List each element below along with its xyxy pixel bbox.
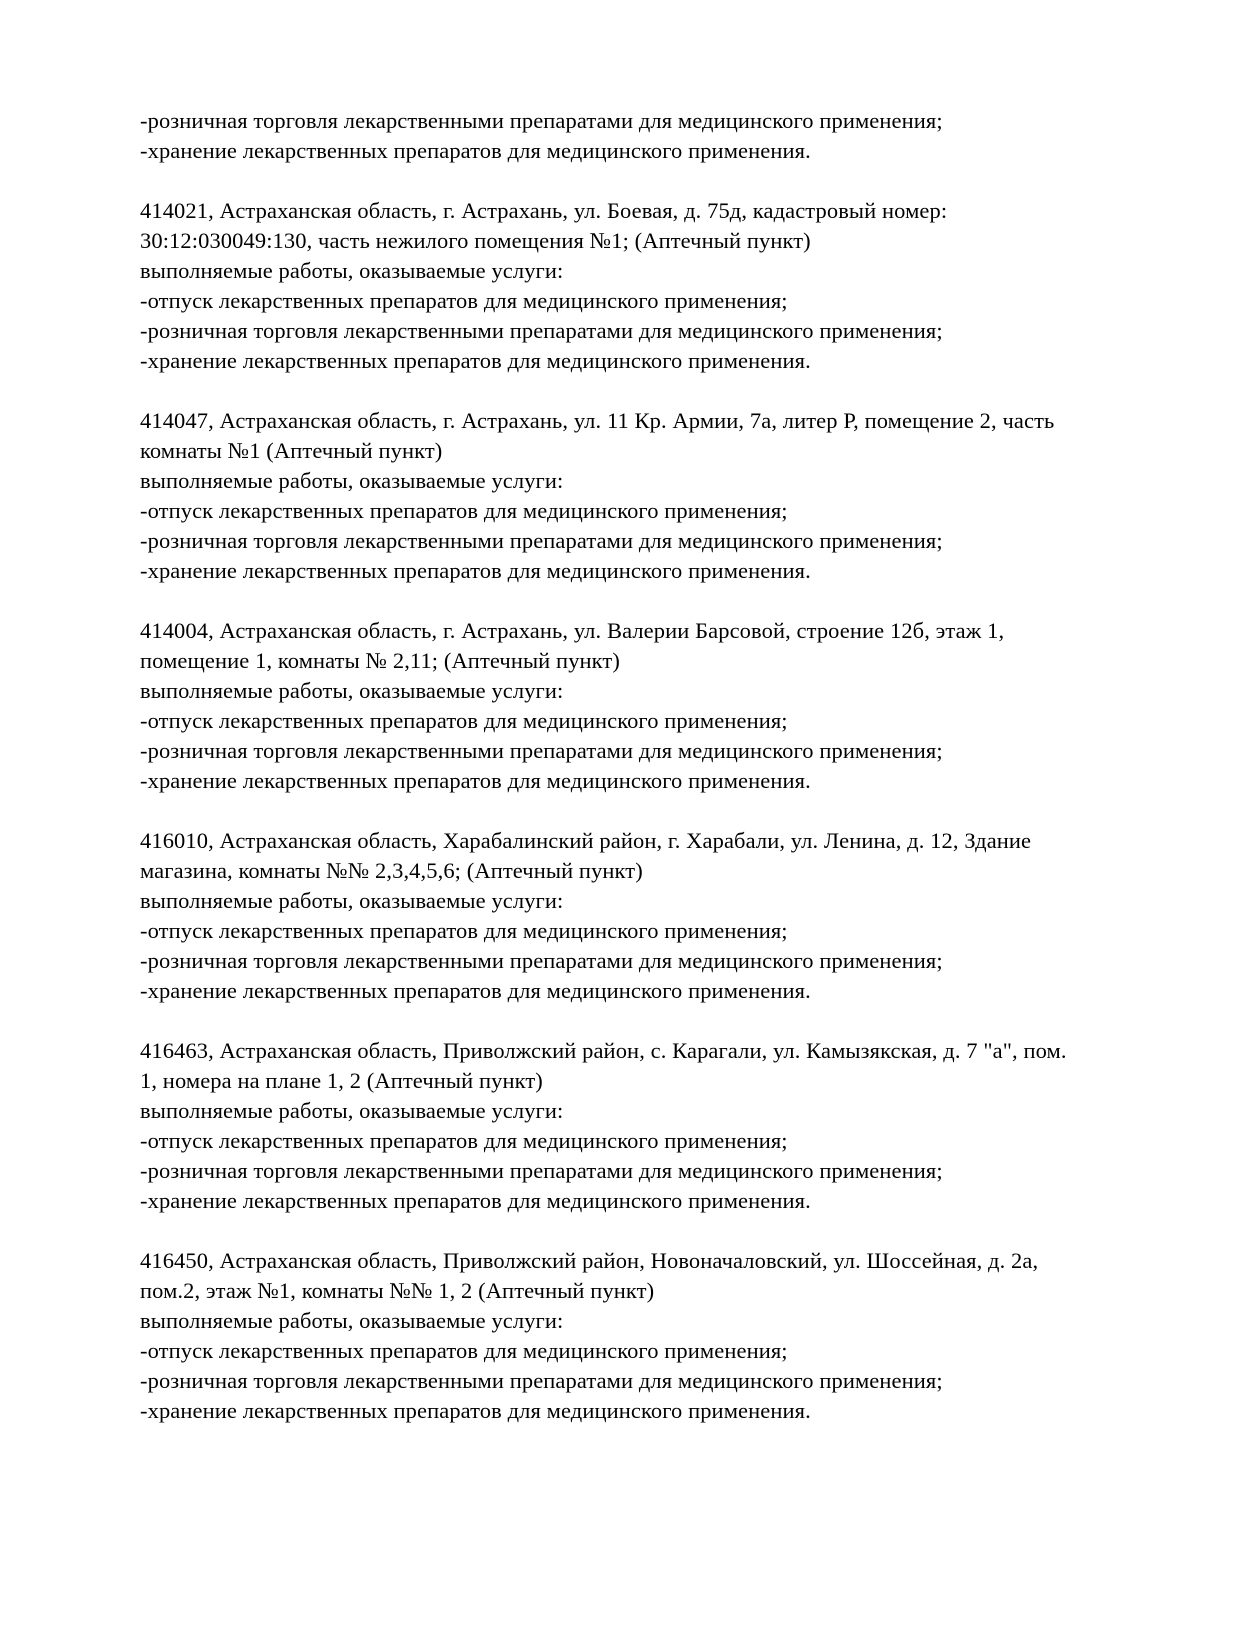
entry-address-line: 414004, Астраханская область, г. Астрахань, ул. Валерии Барсовой, строение 12б, этаж 1,: [140, 618, 1005, 643]
service-line: -отпуск лекарственных препаратов для медицинского применения;: [140, 498, 788, 523]
service-line: -отпуск лекарственных препаратов для медицинского применения;: [140, 288, 788, 313]
service-line: -отпуск лекарственных препаратов для медицинского применения;: [140, 1128, 788, 1153]
license-entry: [140, 196, 1150, 376]
service-line: -отпуск лекарственных препаратов для медицинского применения;: [140, 918, 788, 943]
service-line: -розничная торговля лекарственными препаратами для медицинского применения;: [140, 318, 943, 343]
service-line: -розничная торговля лекарственными препаратами для медицинского применения;: [140, 948, 943, 973]
entry-address-line: 30:12:030049:130, часть нежилого помещения №1; (Аптечный пункт): [140, 228, 811, 253]
service-line: -отпуск лекарственных препаратов для медицинского применения;: [140, 1338, 788, 1363]
works-header: выполняемые работы, оказываемые услуги:: [140, 468, 564, 493]
works-header: выполняемые работы, оказываемые услуги:: [140, 888, 564, 913]
license-entry: [140, 1036, 1150, 1216]
continuation-block: [140, 106, 1150, 166]
service-line: -хранение лекарственных препаратов для медицинского применения.: [140, 138, 811, 163]
works-header: выполняемые работы, оказываемые услуги:: [140, 258, 564, 283]
entry-address-line: 414047, Астраханская область, г. Астрахань, ул. 11 Кр. Армии, 7а, литер Р, помещение 2, часть: [140, 408, 1055, 433]
license-entry: [140, 1246, 1150, 1426]
service-line: -хранение лекарственных препаратов для медицинского применения.: [140, 1398, 811, 1423]
entry-address-line: комнаты №1 (Аптечный пункт): [140, 438, 443, 463]
entry-address-line: 416450, Астраханская область, Приволжский район, Новоначаловский, ул. Шоссейная, д. 2а,: [140, 1248, 1039, 1273]
service-line: -хранение лекарственных препаратов для медицинского применения.: [140, 768, 811, 793]
service-line: -розничная торговля лекарственными препаратами для медицинского применения;: [140, 528, 943, 553]
service-line: -хранение лекарственных препаратов для медицинского применения.: [140, 978, 811, 1003]
service-line: -розничная торговля лекарственными препаратами для медицинского применения;: [140, 108, 943, 133]
works-header: выполняемые работы, оказываемые услуги:: [140, 1308, 564, 1333]
entry-address-line: пом.2, этаж №1, комнаты №№ 1, 2 (Аптечный пункт): [140, 1278, 655, 1303]
entry-address-line: 414021, Астраханская область, г. Астрахань, ул. Боевая, д. 75д, кадастровый номер:: [140, 198, 948, 223]
service-line: -хранение лекарственных препаратов для медицинского применения.: [140, 558, 811, 583]
service-line: -розничная торговля лекарственными препаратами для медицинского применения;: [140, 738, 943, 763]
service-line: -розничная торговля лекарственными препаратами для медицинского применения;: [140, 1158, 943, 1183]
works-header: выполняемые работы, оказываемые услуги:: [140, 1098, 564, 1123]
license-entry: [140, 826, 1150, 1006]
service-line: -хранение лекарственных препаратов для медицинского применения.: [140, 348, 811, 373]
license-entry: [140, 616, 1150, 796]
service-line: -розничная торговля лекарственными препаратами для медицинского применения;: [140, 1368, 943, 1393]
license-entry: [140, 406, 1150, 586]
service-line: -отпуск лекарственных препаратов для медицинского применения;: [140, 708, 788, 733]
entry-address-line: магазина, комнаты №№ 2,3,4,5,6; (Аптечный пункт): [140, 858, 643, 883]
entry-address-line: 416463, Астраханская область, Приволжский район, с. Карагали, ул. Камызякская, д. 7 "а", пом.: [140, 1038, 1067, 1063]
entry-address-line: 1, номера на плане 1, 2 (Аптечный пункт): [140, 1068, 543, 1093]
service-line: -хранение лекарственных препаратов для медицинского применения.: [140, 1188, 811, 1213]
entry-address-line: 416010, Астраханская область, Харабалинский район, г. Харабали, ул. Ленина, д. 12, Здание: [140, 828, 1032, 853]
entry-address-line: помещение 1, комнаты № 2,11; (Аптечный пункт): [140, 648, 620, 673]
works-header: выполняемые работы, оказываемые услуги:: [140, 678, 564, 703]
